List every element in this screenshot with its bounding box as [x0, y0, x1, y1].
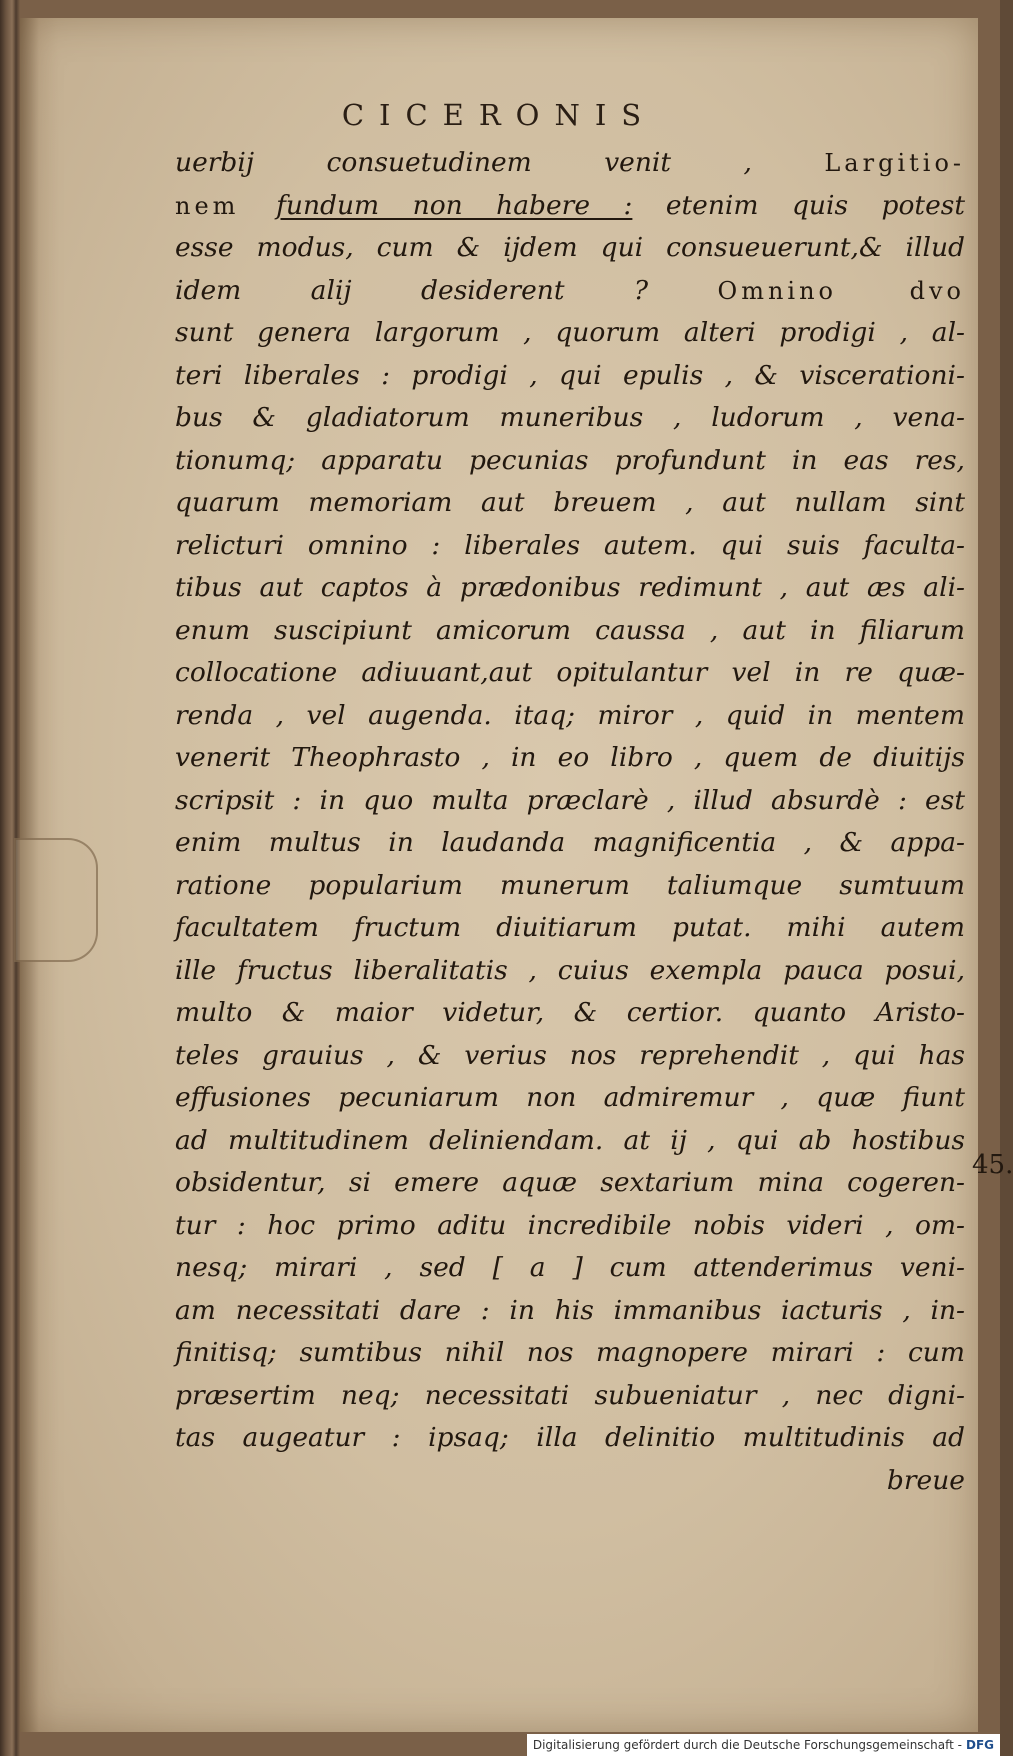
text-span: sunt genera largorum , quorum alteri prodigi , al-: [175, 317, 965, 348]
text-span: collocatione adiuuant,aut opitulantur vel in re quæ-: [175, 657, 965, 688]
text-line: [175, 1417, 965, 1460]
text-line: [175, 695, 965, 738]
text-line: [175, 270, 965, 313]
text-line: [175, 780, 965, 823]
text-line: [175, 525, 965, 568]
text-span: esse modus, cum & ijdem qui consueuerunt,& illud: [175, 232, 965, 263]
text-line: [175, 1375, 965, 1418]
text-span: præsertim neq; necessitati subueniatur , nec digni-: [175, 1379, 965, 1411]
running-head: CICERONIS: [341, 98, 657, 132]
text-span: renda , vel augenda. itaq; miror , quid in mentem: [175, 699, 965, 731]
dfg-logo: DFG: [965, 1738, 994, 1752]
text-line: [175, 737, 965, 780]
text-line: [175, 440, 965, 483]
text-span: ad multitudinem deliniendam. at ij , qui ab hostibus: [175, 1124, 965, 1156]
text-line: [175, 567, 965, 610]
text-line: [175, 1332, 965, 1375]
text-line: [175, 227, 965, 270]
text-span: bus & gladiatorum muneribus , ludorum , vena-: [175, 402, 965, 433]
text-span: fundum non habere :: [276, 189, 633, 221]
main-text-block: [175, 142, 965, 1502]
text-line: [175, 950, 965, 993]
text-span: uerbij consuetudinem venit ,: [175, 147, 825, 178]
text-line: [175, 907, 965, 950]
text-line: [175, 482, 965, 525]
text-span: finitisq; sumtibus nihil nos magnopere mirari : cum: [175, 1337, 965, 1368]
text-span: nesq; mirari , sed [ a ] cum attenderimus veni-: [175, 1252, 965, 1283]
text-span: idem alij desiderent ?: [175, 274, 718, 306]
text-line: [175, 1290, 965, 1333]
text-line: [175, 1077, 965, 1120]
text-span: ratione popularium munerum taliumque sumtuum: [175, 869, 965, 901]
footer-credit-bar: [527, 1734, 1000, 1756]
footer-credit-text: Digitalisierung gefördert durch die Deutsche Forschungsgemeinschaft -: [532, 1738, 962, 1752]
text-span: teles grauius , & verius nos reprehendit , qui has: [175, 1039, 965, 1071]
text-line: [175, 1162, 965, 1205]
text-span: effusiones pecuniarum non admiremur , quæ fiunt: [175, 1082, 965, 1113]
text-line: [175, 1460, 965, 1503]
text-span: am necessitati dare : in his immanibus iacturis , in-: [175, 1294, 965, 1326]
text-span: tur : hoc primo aditu incredibile nobis videri , om-: [175, 1209, 965, 1241]
text-span: tionumq; apparatu pecunias profundunt in eas res,: [175, 444, 965, 476]
text-span: multo & maior videtur, & certior. quanto Aristo-: [175, 997, 965, 1028]
text-span: enum suscipiunt amicorum caussa , aut in filiarum: [175, 614, 965, 646]
text-line: [175, 355, 965, 398]
text-span: teri liberales : prodigi , qui epulis , & viscerationi-: [175, 359, 965, 391]
text-line: [175, 1205, 965, 1248]
margin-number: 45.: [972, 1150, 1013, 1180]
text-line: [175, 397, 965, 440]
text-line: [175, 1247, 965, 1290]
text-line: [175, 312, 965, 355]
text-line: [175, 610, 965, 653]
text-span: relicturi omnino : liberales autem. qui suis faculta-: [175, 529, 965, 561]
text-line: [175, 992, 965, 1035]
text-line: [175, 652, 965, 695]
text-span: tas augeatur : ipsaq; illa delinitio multitudinis ad: [175, 1422, 965, 1453]
text-span: facultatem fructum diuitiarum putat. mihi autem: [175, 912, 965, 943]
text-line: [175, 142, 965, 185]
text-span: quarum memoriam aut breuem , aut nullam sint: [175, 487, 965, 518]
text-span: tibus aut captos à prædonibus redimunt , aut æs ali-: [175, 572, 965, 603]
text-line: [175, 865, 965, 908]
text-line: [175, 185, 965, 228]
text-span: scripsit : in quo multa præclarè , illud absurdè : est: [175, 784, 965, 816]
text-span: venerit Theophrasto , in eo libro , quem de diuitijs: [175, 742, 965, 773]
text-span: ille fructus liberalitatis , cuius exempla pauca posui,: [175, 954, 965, 986]
text-line: [175, 822, 965, 865]
text-line: [175, 1120, 965, 1163]
text-line: [175, 1035, 965, 1078]
text-span: nem: [175, 191, 277, 220]
text-span: Largitio-: [824, 149, 965, 177]
book-page: [20, 18, 1013, 1732]
text-span: obsidentur, si emere aquæ sextarium mina cogeren-: [175, 1167, 965, 1198]
text-span: breue: [886, 1464, 965, 1496]
text-span: etenim quis potest: [632, 189, 966, 221]
binding-clasp-mark: [14, 838, 98, 962]
text-span: Omnino dvo: [717, 276, 965, 305]
text-span: enim multus in laudanda magnificentia , & appa-: [175, 827, 965, 858]
